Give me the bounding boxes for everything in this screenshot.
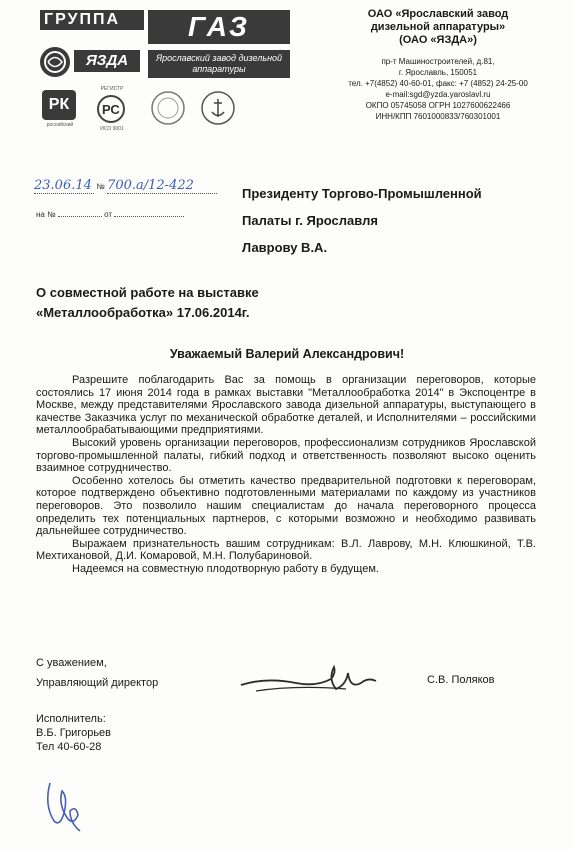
outgoing-ref-row	[34, 178, 217, 194]
address-line: г. Ярославль, 150051	[398, 68, 478, 77]
company-name-line: (ОАО «ЯЗДА»)	[399, 34, 477, 46]
executor-name: В.Б. Григорьев	[36, 727, 112, 739]
rk-badge: РК	[42, 90, 76, 120]
anchor-seal-icon	[200, 90, 236, 131]
address-line: ИНН/КПП 7601000833/760301001	[375, 112, 501, 121]
letter-body	[36, 374, 536, 576]
company-address	[318, 56, 558, 122]
director-signature-icon	[236, 655, 386, 710]
letter-number: 700.а/12-422	[107, 178, 217, 194]
iso-caption: ИСО 9001	[100, 126, 124, 132]
registry-caption: РЕГИСТР	[100, 86, 124, 92]
executor-block	[36, 712, 111, 754]
signer-position: Управляющий директор	[36, 677, 159, 689]
number-label: №	[96, 182, 105, 191]
letter-subject	[36, 283, 259, 323]
yazda-emblem-icon	[40, 47, 70, 77]
body-paragraph: Надеемся на совместную плодотворную работу в будущем.	[72, 562, 379, 575]
address-line: пр-т Машиностроителей, д.81,	[381, 57, 495, 66]
address-line: e-mail:sgd@yzda.yaroslavl.ru	[385, 90, 491, 99]
company-name	[318, 8, 558, 47]
incoming-number-field	[58, 216, 102, 217]
executor-label: Исполнитель:	[36, 713, 106, 725]
addressee-line: Президенту Торгово-Промышленной	[242, 186, 482, 201]
svg-text:РС: РС	[102, 102, 120, 117]
subject-line: О совместной работе на выставке	[36, 285, 259, 300]
address-line: ОКПО 05745058 ОГРН 1027600622466	[365, 101, 511, 110]
plant-name-logo: Ярославский завод дизельной аппаратуры	[148, 50, 290, 78]
letter-date: 23.06.14	[34, 178, 94, 194]
body-paragraph: Разрешите поблагодарить Вас за помощь в организации переговоров, которые состоялись 17 июня 2014 года в рамках выставки "Металлообработка 2014" в Экспоцентре в Москве, между представителями Ярославского завода дизельной аппаратуры, выступающего в качестве Заказчика услуг по механической обработке деталей, и Исполнителями – российскими металлообрабатывающими предприятиями.	[36, 374, 536, 437]
gaz-logo: ГАЗ	[148, 10, 290, 44]
closing-block	[36, 653, 158, 693]
executor-phone: Тел 40-60-28	[36, 741, 102, 753]
body-paragraph: Особенно хотелось бы отметить качество предварительной подготовки к переговорам, которое подтверждено объективно подготовленными материалами по каждому из участников переговоров. Это позволило нашим специалистам до начала переговорного процесса определить тех потенциальных партнеров, с которыми возможно и необходимо развивать дальнейшее сотрудничество.	[36, 474, 536, 538]
rk-caption: российский	[46, 122, 74, 128]
company-name-line: дизельной аппаратуры»	[370, 21, 506, 33]
addressee-line: Лаврову В.А.	[242, 240, 328, 255]
certification-seal-icon	[150, 90, 186, 131]
rst-certification-icon	[94, 94, 128, 129]
executor-handwritten-mark-icon	[40, 775, 90, 842]
addressee-line: Палаты г. Ярославля	[242, 213, 378, 228]
addressee	[242, 180, 562, 261]
incoming-ref-row	[36, 210, 184, 219]
signer-name: С.В. Поляков	[427, 674, 495, 686]
group-logo: ГРУППА	[40, 10, 144, 30]
body-paragraph: Выражаем признательность вашим сотрудникам: В.Л. Лаврову, М.Н. Клюшкиной, Т.В. Мехтихановой, Д.И. Комаровой, М.Н. Полубариновой.	[36, 537, 536, 563]
yazda-logo: ЯЗДА	[74, 50, 140, 72]
subject-line: «Металлообработка» 17.06.2014г.	[36, 305, 250, 320]
incoming-number-label: на №	[36, 210, 56, 219]
salutation: Уважаемый Валерий Александрович!	[169, 347, 405, 361]
incoming-date-field	[114, 216, 184, 217]
body-paragraph: Высокий уровень организации переговоров, профессионализм сотрудников Ярославской торгово-промышленной палаты, гибкий подход и ответственность позволяют высоко оценить взаимное сотрудничество.	[36, 436, 536, 475]
incoming-date-label: от	[104, 210, 113, 219]
company-name-line: ОАО «Ярославский завод	[367, 8, 509, 20]
regards: С уважением,	[36, 657, 107, 669]
address-line: тел. +7(4852) 40-60-01, факс: +7 (4852) 24-25-00	[348, 79, 528, 88]
